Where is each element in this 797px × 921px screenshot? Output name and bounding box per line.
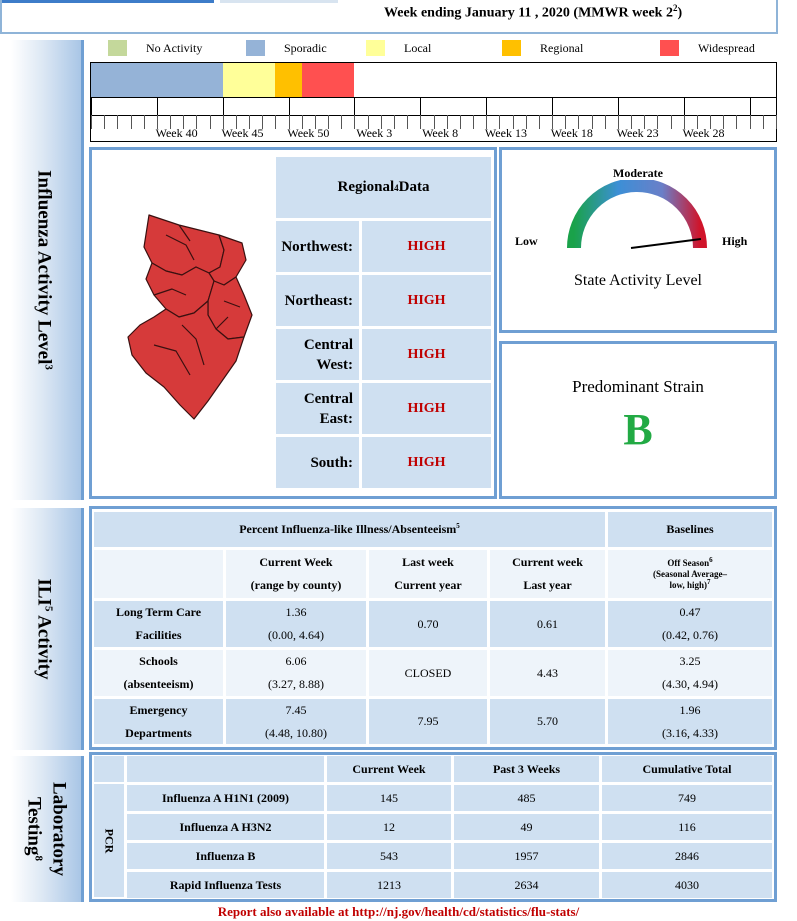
scale-tick	[671, 115, 672, 129]
ili-row-schools-baseline: 3.25 (4.30, 4.94)	[608, 650, 772, 696]
scale-tick	[394, 115, 395, 129]
scale-tick	[131, 115, 132, 129]
season-segment-widespread	[302, 63, 355, 97]
ili-table-title: Percent Influenza-like Illness/Absenteeism$^5$	[94, 512, 605, 547]
week-ending-title: Week ending January 11 , 2020 (MMWR week $2^2$)	[384, 3, 683, 21]
lab-row-rapid-name: Rapid Influenza Tests	[127, 872, 324, 898]
ili-activity-label: ILI$^5$ Activity	[33, 578, 55, 680]
gauge-needle	[631, 239, 701, 248]
legend-regional: Regional	[502, 40, 583, 56]
predominant-strain-title: Predominant Strain	[572, 377, 704, 396]
ili-row-ed-last-year: 5.70	[490, 699, 605, 744]
week-label: Week 23	[616, 126, 659, 140]
region-northwest-name: Northwest:	[276, 221, 359, 272]
week-scale	[90, 98, 777, 142]
scale-tick	[157, 98, 158, 115]
ili-row-ed-current: 7.45 (4.48, 10.80)	[226, 699, 366, 744]
lab-header-current-week: Current Week	[327, 756, 451, 782]
gauge-moderate-label: Moderate	[613, 166, 663, 180]
ili-row-schools-current: 6.06 (3.27, 8.88)	[226, 650, 366, 696]
season-segment-local	[223, 63, 276, 97]
activity-legend	[100, 40, 780, 58]
header-tab-secondary	[220, 0, 338, 3]
ili-row-schools-last-year: 4.43	[490, 650, 605, 696]
legend-swatch	[246, 40, 265, 56]
ili-row-ed-baseline: 1.96 (3.16, 4.33)	[608, 699, 772, 744]
week-label: Week 8	[422, 126, 459, 140]
lab-row-flu-b-past3: 1957	[454, 843, 599, 869]
scale-tick	[618, 98, 619, 115]
scale-tick	[750, 115, 751, 129]
gauge-high-label: High	[722, 234, 748, 248]
region-central-west-value: HIGH	[362, 329, 491, 380]
scale-tick	[91, 98, 92, 115]
legend-no-activity: No Activity	[108, 40, 202, 56]
header-frame	[0, 0, 778, 34]
week-label: Week 28	[682, 126, 725, 140]
scale-tick	[117, 115, 118, 129]
lab-row-h3n2-cumulative: 116	[602, 814, 772, 840]
lab-row-h1n1-cumulative: 749	[602, 785, 772, 811]
scale-tick	[223, 98, 224, 115]
scale-tick	[776, 115, 777, 129]
ili-col-last-week: Last week Current year	[369, 550, 487, 598]
header-tab-accent	[2, 0, 214, 3]
scale-tick	[750, 98, 751, 115]
lab-row-h3n2-past3: 49	[454, 814, 599, 840]
week-label: Week 40	[155, 126, 198, 140]
report-link[interactable]: Report also available at http://nj.gov/health/cd/statistics/flu-stats/	[217, 904, 580, 919]
scale-tick	[763, 115, 764, 129]
ili-row-ltc-last-year: 0.61	[490, 601, 605, 647]
state-activity-panel	[499, 147, 777, 333]
lab-row-h3n2-name: Influenza A H3N2	[127, 814, 324, 840]
week-label: Week 3	[356, 126, 393, 140]
ili-col-current-week: Current Week (range by county)	[226, 550, 366, 598]
region-central-east-name: Central East:	[276, 383, 359, 434]
scale-tick	[407, 115, 408, 129]
ili-baselines-header: Baselines	[608, 512, 772, 547]
scale-tick	[605, 115, 606, 129]
scale-tick	[341, 115, 342, 129]
lab-row-flu-b-current: 543	[327, 843, 451, 869]
region-northeast-name: Northeast:	[276, 275, 359, 326]
region-northwest-value: HIGH	[362, 221, 491, 272]
scale-tick	[420, 98, 421, 115]
region-south-value: HIGH	[362, 437, 491, 488]
lab-row-h1n1-name: Influenza A H1N1 (2009)	[127, 785, 324, 811]
scale-tick	[473, 115, 474, 129]
ili-row-schools-last-week: CLOSED	[369, 650, 487, 696]
predominant-strain-panel	[499, 341, 777, 499]
lab-header-blank	[127, 756, 324, 782]
activity-level-label: Influenza Activity Level$^3$	[33, 170, 55, 370]
legend-swatch	[660, 40, 679, 56]
scale-tick	[104, 115, 105, 129]
lab-corner-blank	[94, 756, 124, 782]
side-activity-level	[11, 40, 84, 500]
legend-swatch	[366, 40, 385, 56]
ili-row-schools-name: Schools (absenteeism)	[94, 650, 223, 696]
lab-row-flu-b-cumulative: 2846	[602, 843, 772, 869]
gauge-low-label: Low	[515, 234, 538, 248]
scale-tick	[460, 115, 461, 129]
region-south-name: South:	[276, 437, 359, 488]
nj-map	[124, 205, 274, 425]
week-label: Week 45	[221, 126, 264, 140]
legend-sporadic: Sporadic	[246, 40, 327, 56]
legend-swatch	[502, 40, 521, 56]
scale-tick	[289, 98, 290, 115]
ili-row-ed-last-week: 7.95	[369, 699, 487, 744]
legend-local: Local	[366, 40, 431, 56]
ili-row-ltc-last-week: 0.70	[369, 601, 487, 647]
lab-header-cumulative: Cumulative Total	[602, 756, 772, 782]
ili-blank-header	[94, 550, 223, 598]
ili-row-ltc-baseline: 0.47 (0.42, 0.76)	[608, 601, 772, 647]
week-label: Week 50	[287, 126, 330, 140]
gauge-arc	[574, 185, 700, 248]
week-label: Week 13	[484, 126, 527, 140]
scale-tick	[210, 115, 211, 129]
state-activity-title: State Activity Level	[574, 272, 702, 289]
season-segment-sporadic	[91, 63, 223, 97]
season-activity-bar	[90, 62, 777, 98]
scale-tick	[354, 98, 355, 115]
scale-tick	[552, 98, 553, 115]
predominant-strain-value: B	[623, 405, 653, 454]
lab-header-past-3-weeks: Past 3 Weeks	[454, 756, 599, 782]
legend-swatch	[108, 40, 127, 56]
scale-tick	[486, 98, 487, 115]
lab-testing-label: Laboratory Testing$^8$	[23, 782, 70, 876]
scale-tick	[91, 115, 92, 129]
lab-row-flu-b-name: Influenza B	[127, 843, 324, 869]
lab-row-rapid-cumulative: 4030	[602, 872, 772, 898]
scale-tick	[736, 115, 737, 129]
ili-col-last-year: Current week Last year	[490, 550, 605, 598]
ili-row-ed-name: Emergency Departments	[94, 699, 223, 744]
regional-data-header: Regional 4 Data	[276, 157, 491, 218]
scale-tick	[539, 115, 540, 129]
region-northeast-value: HIGH	[362, 275, 491, 326]
legend-widespread: Widespread	[660, 40, 755, 56]
ili-table	[94, 512, 772, 744]
lab-testing-table	[94, 756, 772, 899]
ili-row-ltc-name: Long Term Care Facilities	[94, 601, 223, 647]
region-central-east-value: HIGH	[362, 383, 491, 434]
week-label: Week 18	[550, 126, 593, 140]
season-segment-regional	[275, 63, 301, 97]
activity-gauge	[562, 180, 712, 250]
lab-row-h1n1-past3: 485	[454, 785, 599, 811]
scale-tick	[684, 98, 685, 115]
region-central-west-name: Central West:	[276, 329, 359, 380]
lab-row-rapid-past3: 2634	[454, 872, 599, 898]
side-ili-activity	[11, 508, 84, 750]
ili-row-ltc-current: 1.36 (0.00, 4.64)	[226, 601, 366, 647]
lab-row-h3n2-current: 12	[327, 814, 451, 840]
ili-col-baseline: Off Season$^6$ (Seasonal Average– low, high)$^7$	[608, 550, 772, 598]
lab-row-rapid-current: 1213	[327, 872, 451, 898]
lab-row-h1n1-current: 145	[327, 785, 451, 811]
scale-tick	[144, 115, 145, 129]
lab-pcr-label: PCR	[94, 784, 124, 897]
side-lab-testing	[11, 756, 84, 902]
scale-tick	[275, 115, 276, 129]
